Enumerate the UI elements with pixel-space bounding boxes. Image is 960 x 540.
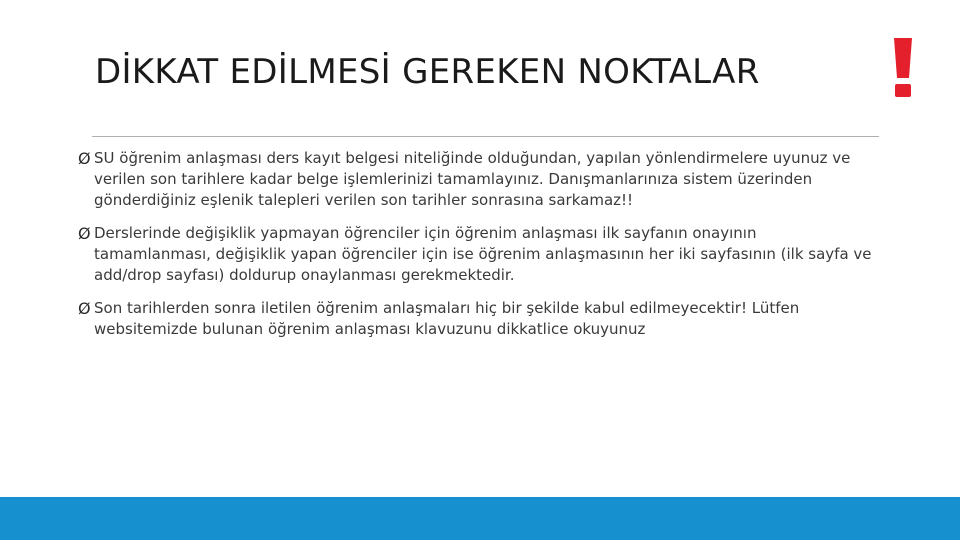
arrow-bullet-icon: Ø [78, 224, 91, 243]
bullet-list [78, 148, 878, 352]
title-divider [92, 136, 879, 137]
bottom-accent-bar [0, 497, 960, 540]
bullet-item [78, 223, 878, 286]
exclamation-icon [885, 36, 921, 100]
bullet-text: SU öğrenim anlaşması ders kayıt belgesi niteliğinde olduğundan, yapılan yönlendirmelere uyunuz ve verilen son tarihlere kadar belge işlemlerinizi tamamlayınız. Danışmanlarınıza sistem üzerinden gönderdiğiniz eşlenik talepleri verilen son tarihler sonrasına sarkamaz!! [94, 149, 851, 209]
arrow-bullet-icon: Ø [78, 299, 91, 318]
bullet-item [78, 148, 878, 211]
bullet-item [78, 298, 878, 340]
bullet-text: Son tarihlerden sonra iletilen öğrenim anlaşmaları hiç bir şekilde kabul edilmeyecektir! Lütfen websitemizde bulunan öğrenim anlaşması klavuzunu dikkatlice okuyunuz [94, 299, 800, 338]
arrow-bullet-icon: Ø [78, 149, 91, 168]
slide-title: DİKKAT EDİLMESİ GEREKEN NOKTALAR [95, 52, 760, 92]
bullet-text: Derslerinde değişiklik yapmayan öğrenciler için öğrenim anlaşması ilk sayfanın onayının tamamlanması, değişiklik yapan öğrenciler için ise öğrenim anlaşmasının her iki sayfasının (ilk sayfa ve add/drop sayfası) doldurup onaylanması gerekmektedir. [94, 224, 872, 284]
